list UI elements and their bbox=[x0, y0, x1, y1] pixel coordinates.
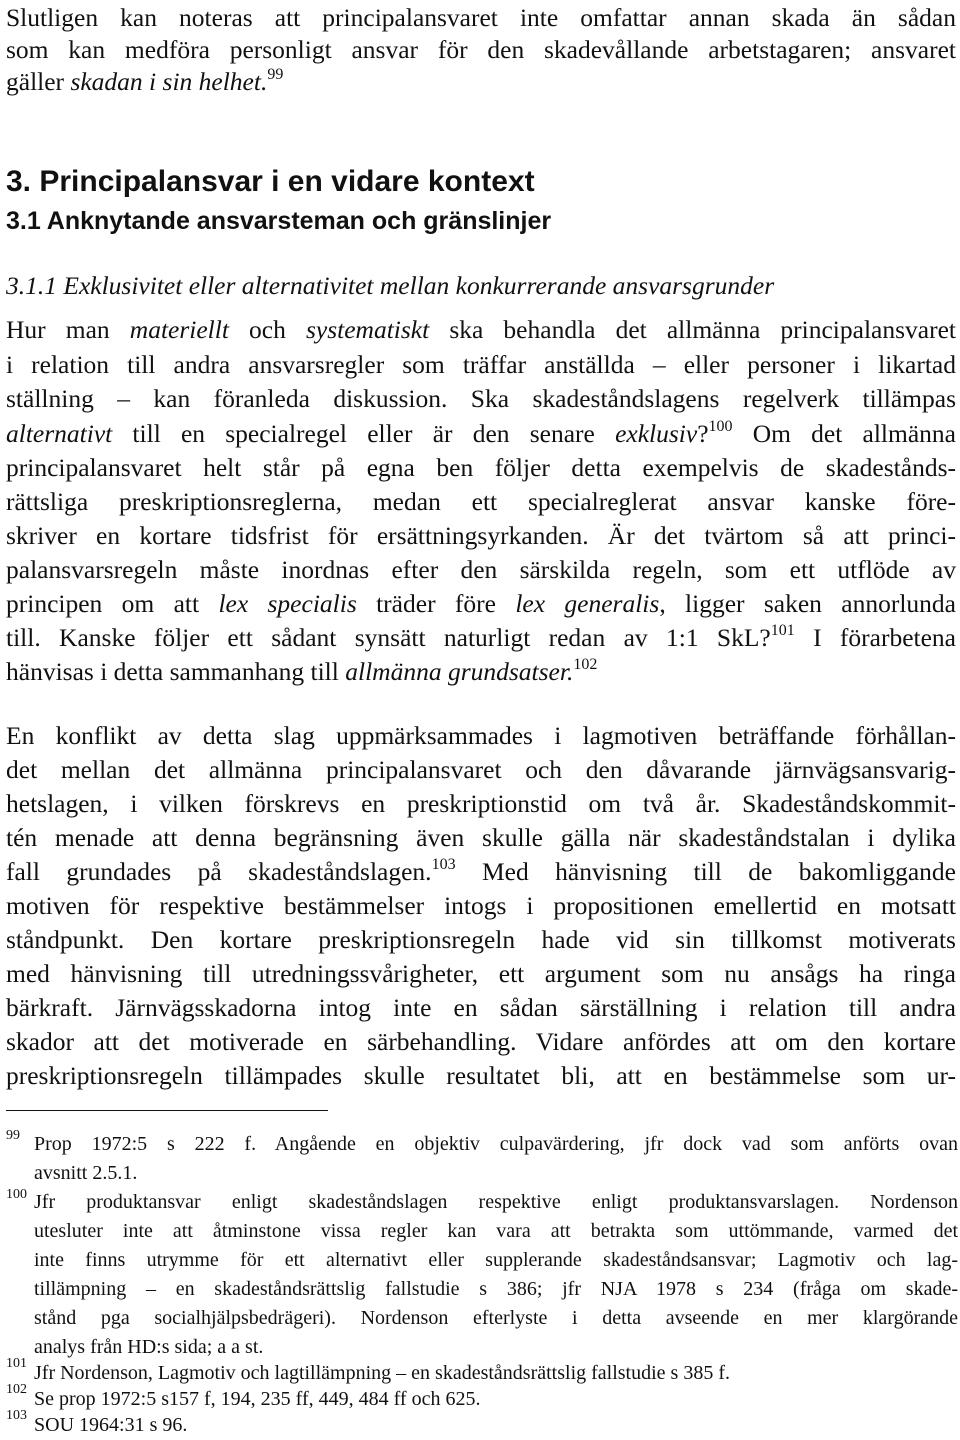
text-line bbox=[6, 958, 956, 990]
text-line bbox=[6, 788, 956, 820]
text-run: ska behandla det allmänna principalansvaret bbox=[429, 315, 956, 344]
footnote-line: analys från HD:s sida; a a st. bbox=[34, 1336, 264, 1358]
text-run: hänvisas i detta sammanhang till bbox=[6, 657, 346, 686]
text-run: skriver en kortare tidsfrist för ersättningsyrkanden. Är det tvärtom så att princi- bbox=[6, 521, 956, 550]
footnote-ref-99[interactable]: 99 bbox=[267, 66, 284, 83]
text-line bbox=[6, 34, 956, 66]
footnote-line: avsnitt 2.5.1. bbox=[34, 1162, 138, 1184]
text-run: palansvarsregeln måste inordnas efter den särskilda regeln, som ett utflöde av bbox=[6, 555, 956, 584]
footnote-line: tillämpning – en skadeståndsrättslig fallstudie s 386; jfr NJA 1978 s 234 (fråga om skade- bbox=[34, 1278, 958, 1300]
emphasis-text: lex generalis bbox=[515, 589, 660, 618]
text-line bbox=[6, 656, 956, 688]
text-run: till en specialregel eller är den senare bbox=[112, 419, 616, 448]
text-run: bärkraft. Järnvägsskadorna intog inte en sådan särställning i relation till andra bbox=[6, 993, 956, 1022]
footnote-number: 99 bbox=[6, 1128, 20, 1143]
text-line bbox=[6, 452, 956, 484]
footnote-line: inte finns utrymme för ett alternativt eller supplerande skadeståndsansvar; Lagmotiv och lag- bbox=[34, 1249, 958, 1271]
text-run: ställning – kan föranleda diskussion. Ska skadeståndslagens regelverk tillämpas bbox=[6, 384, 956, 413]
footnote-ref-101[interactable]: 101 bbox=[770, 622, 795, 639]
footnote-line: Prop 1972:5 s 222 f. Angående en objektiv culpavärdering, jfr dock vad som anförts ovan bbox=[34, 1133, 958, 1155]
text-run: skador att det motiverade en särbehandling. Vidare anfördes att om den kortare bbox=[6, 1027, 956, 1056]
footnote-line: stånd pga socialhjälpsbedrägeri). Nordenson efterlyste i detta avseende en mer klargörande bbox=[34, 1307, 958, 1329]
text-line bbox=[6, 924, 956, 956]
footnote-line: Jfr produktansvar enligt skadeståndslagen respektive enligt produktansvarslagen. Nordenson bbox=[34, 1191, 958, 1213]
text-run: tén menade att denna begränsning även skulle gälla när skadeståndstalan i dylika bbox=[6, 823, 956, 852]
text-run: hetslagen, i vilken förskrevs en preskriptionstid om två år. Skadeståndskommit- bbox=[6, 789, 956, 818]
emphasis-text: lex specialis bbox=[218, 589, 357, 618]
text-run: fall grundades på skadeståndslagen. bbox=[6, 857, 432, 886]
text-run: Slutligen kan noteras att principalansvaret inte omfattar annan skada än sådan bbox=[6, 3, 956, 32]
text-line bbox=[6, 622, 956, 654]
footnote-line: Se prop 1972:5 s157 f, 194, 235 ff, 449, 484 ff och 625. bbox=[34, 1388, 481, 1410]
text-line bbox=[6, 314, 956, 346]
text-run: och bbox=[228, 315, 306, 344]
text-run: principalansvaret helt står på egna ben följer detta exempelvis de skadestånds- bbox=[6, 453, 956, 482]
text-run: Hur man bbox=[6, 315, 130, 344]
text-run: En konflikt av detta slag uppmärksammades i lagmotiven beträffande förhållan- bbox=[6, 721, 956, 750]
emphasis-text: exklusiv bbox=[615, 419, 698, 448]
text-run: i relation till andra ansvarsregler som träffar anställda – eller personer i likartad bbox=[6, 350, 956, 379]
text-run: som kan medföra personligt ansvar för den skadevållande arbetstagaren; ansvaret bbox=[6, 35, 956, 64]
text-line bbox=[6, 486, 956, 518]
footnote-divider bbox=[6, 1110, 328, 1111]
text-run: preskriptionsregeln tillämpades skulle resultatet bli, att en bestämmelse som ur- bbox=[6, 1061, 956, 1090]
text-line bbox=[6, 1026, 956, 1058]
text-line bbox=[6, 554, 956, 586]
text-line bbox=[6, 418, 956, 450]
text-line bbox=[6, 383, 956, 415]
subsubsection-heading: 3.1.1 Exklusivitet eller alternativitet mellan konkurrerande ansvarsgrunder bbox=[6, 271, 775, 300]
text-line bbox=[6, 1060, 956, 1092]
text-line bbox=[6, 890, 956, 922]
emphasis-text: materiellt bbox=[129, 315, 229, 344]
text-line bbox=[6, 822, 956, 854]
text-run: Om det allmänna bbox=[732, 419, 956, 448]
emphasis-text: allmänna grundsatser. bbox=[345, 657, 574, 686]
text-run: rättsliga preskriptionsreglerna, medan ett specialreglerat ansvar kanske före- bbox=[6, 487, 956, 516]
footnote-number: 100 bbox=[6, 1187, 27, 1202]
subsection-heading: 3.1 Anknytande ansvarsteman och gränslinjer bbox=[6, 207, 552, 235]
emphasis-text: alternativt bbox=[6, 419, 113, 448]
text-run: det mellan det allmänna principalansvaret och den dåvarande järnvägsansvarig- bbox=[6, 755, 956, 784]
text-line bbox=[6, 856, 956, 888]
text-run: träder före bbox=[356, 589, 516, 618]
text-run: ståndpunkt. Den kortare preskriptionsregeln hade vid sin tillkomst motiverats bbox=[6, 925, 956, 954]
footnote-ref-103[interactable]: 103 bbox=[431, 856, 456, 873]
text-line bbox=[6, 754, 956, 786]
text-line bbox=[6, 520, 956, 552]
text-line bbox=[6, 588, 956, 620]
footnote-number: 102 bbox=[6, 1382, 27, 1397]
text-line bbox=[6, 720, 956, 752]
text-run: , ligger saken annorlunda bbox=[659, 589, 956, 618]
emphasis-text: skadan i sin helhet. bbox=[70, 67, 268, 96]
text-run: ? bbox=[697, 419, 709, 448]
text-run: gäller bbox=[6, 67, 71, 96]
text-run: Med hänvisning till de bakomliggande bbox=[455, 857, 956, 886]
footnote-line: Jfr Nordenson, Lagmotiv och lagtillämpning – en skadeståndsrättslig fallstudie s 385 f. bbox=[34, 1362, 730, 1384]
text-run: I förarbetena bbox=[794, 623, 956, 652]
emphasis-text: systematiskt bbox=[305, 315, 430, 344]
footnote-line: SOU 1964:31 s 96. bbox=[34, 1414, 188, 1436]
footnote-ref-100[interactable]: 100 bbox=[708, 418, 733, 435]
text-run: med hänvisning till utredningssvårigheter, ett argument som nu ansågs ha ringa bbox=[6, 959, 956, 988]
footnote-number: 103 bbox=[6, 1408, 27, 1423]
text-line bbox=[6, 992, 956, 1024]
text-line bbox=[6, 2, 956, 34]
footnote-number: 101 bbox=[6, 1356, 27, 1371]
text-run: motiven för respektive bestämmelser intogs i propositionen emellertid en motsatt bbox=[6, 891, 956, 920]
footnote-ref-102[interactable]: 102 bbox=[573, 656, 598, 673]
text-line bbox=[6, 66, 956, 98]
text-run: principen om att bbox=[6, 589, 219, 618]
section-heading: 3. Principalansvar i en vidare kontext bbox=[6, 165, 535, 198]
text-run: till. Kanske följer ett sådant synsätt naturligt redan av 1:1 SkL? bbox=[6, 623, 771, 652]
footnote-line: utesluter inte att åtminstone vissa regler kan vara att betrakta som uttömmande, varmed det bbox=[34, 1220, 958, 1242]
text-line bbox=[6, 349, 956, 381]
